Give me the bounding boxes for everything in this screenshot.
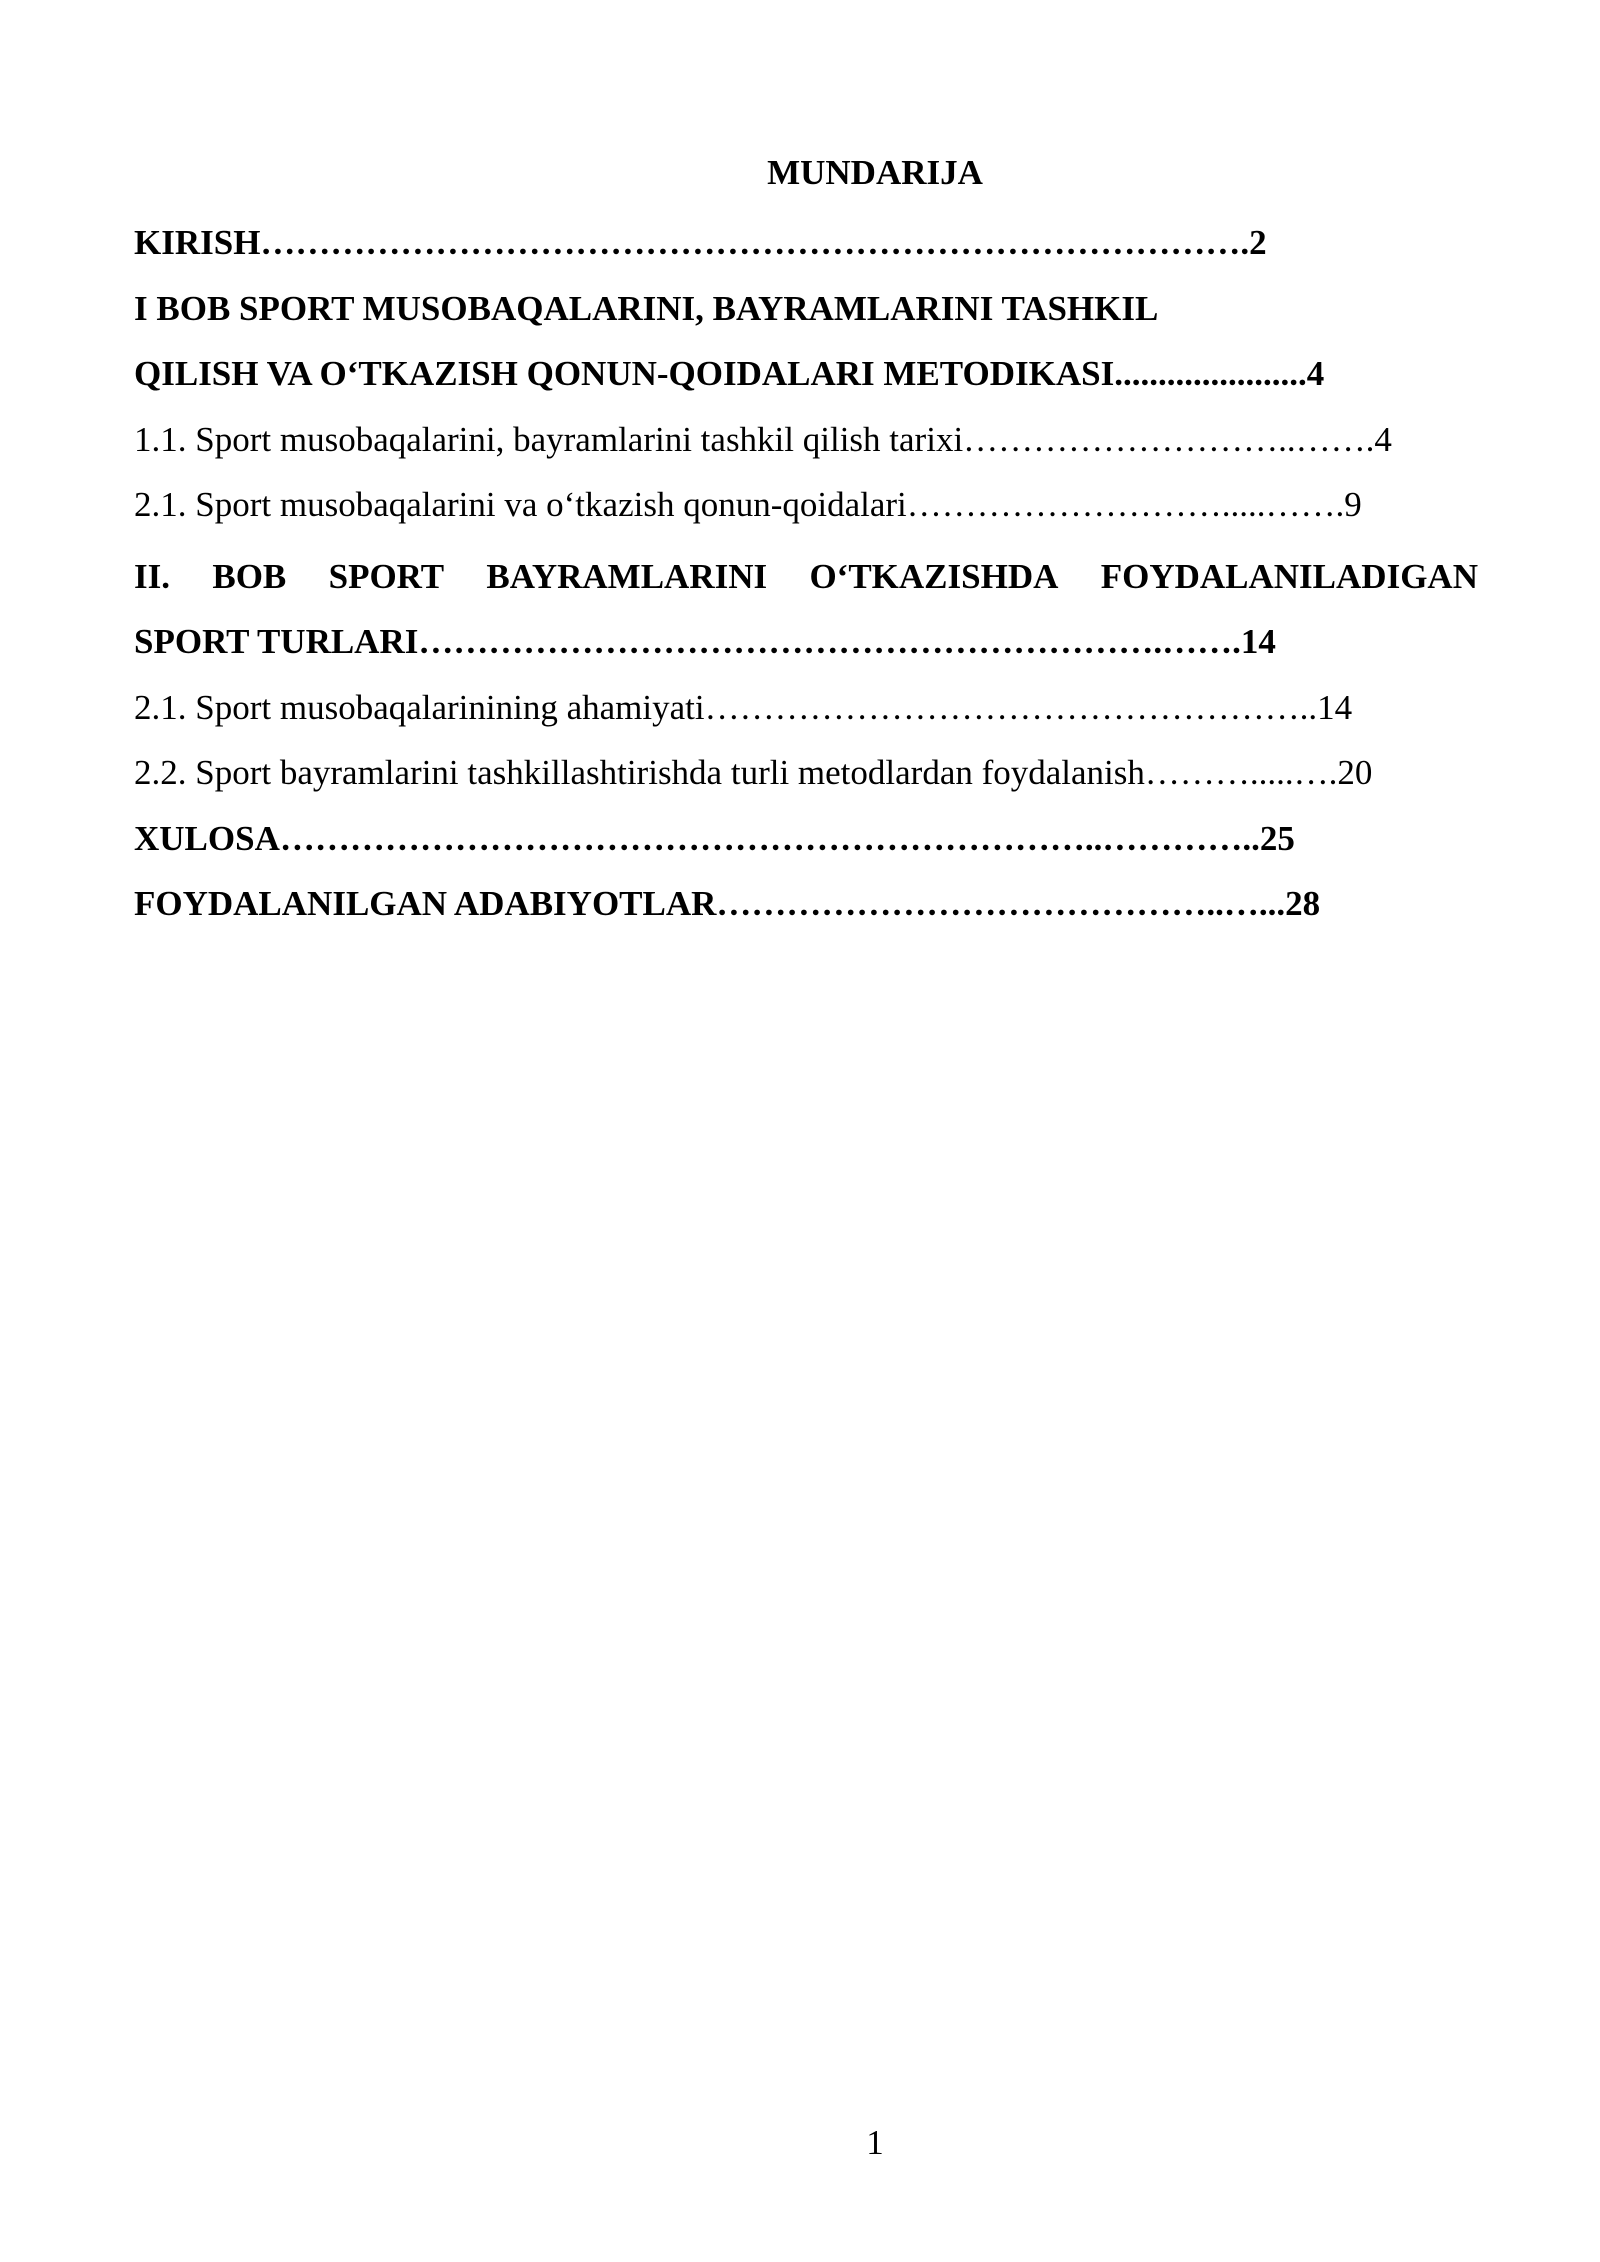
- toc-title: MUNDARIJA: [767, 153, 983, 192]
- toc-entry-section-2-1-b: 2.1. Sport musobaqalarinining ahamiyati……………………………………………..14: [134, 688, 1353, 727]
- toc-entry-references: FOYDALANILGAN ADABIYOTLAR……………………………………..…...28: [134, 884, 1321, 923]
- toc-entry-section-2-1-a: 2.1. Sport musobaqalarini va o‘tkazish qonun-qoidalari……………………….....…….9: [134, 485, 1362, 524]
- page-number: 1: [866, 2123, 884, 2162]
- toc-word: FOYDALANILADIGAN: [1100, 557, 1478, 596]
- toc-entry-section-2-2: 2.2. Sport bayramlarini tashkillashtirishda turli metodlardan foydalanish……….....….20: [134, 753, 1373, 792]
- toc-word: BAYRAMLARINI: [486, 557, 768, 596]
- toc-entry-xulosa: XULOSA……………………………………………………………..…………..25: [134, 819, 1295, 858]
- toc-entry-section-1-1: 1.1. Sport musobaqalarini, bayramlarini tashkil qilish tarixi………………………..…….4: [134, 420, 1392, 459]
- toc-entry-kirish: KIRISH………………………………………………………………………….2: [134, 223, 1267, 262]
- toc-entry-chapter-1-line-2: QILISH VA O‘TKAZISH QONUN-QOIDALARI METODIKASI......................4: [134, 354, 1325, 393]
- toc-entry-chapter-1-line-1: I BOB SPORT MUSOBAQALARINI, BAYRAMLARINI TASHKIL: [134, 289, 1159, 328]
- toc-entry-chapter-2-line-2: SPORT TURLARI……………………………………………………….…….14: [134, 622, 1276, 661]
- toc-word: BOB: [212, 557, 287, 596]
- toc-word: O‘TKAZISHDA: [809, 557, 1059, 596]
- toc-word: SPORT: [328, 557, 445, 596]
- toc-word: II.: [134, 557, 170, 596]
- toc-entry-chapter-2-line-1: [134, 554, 1478, 600]
